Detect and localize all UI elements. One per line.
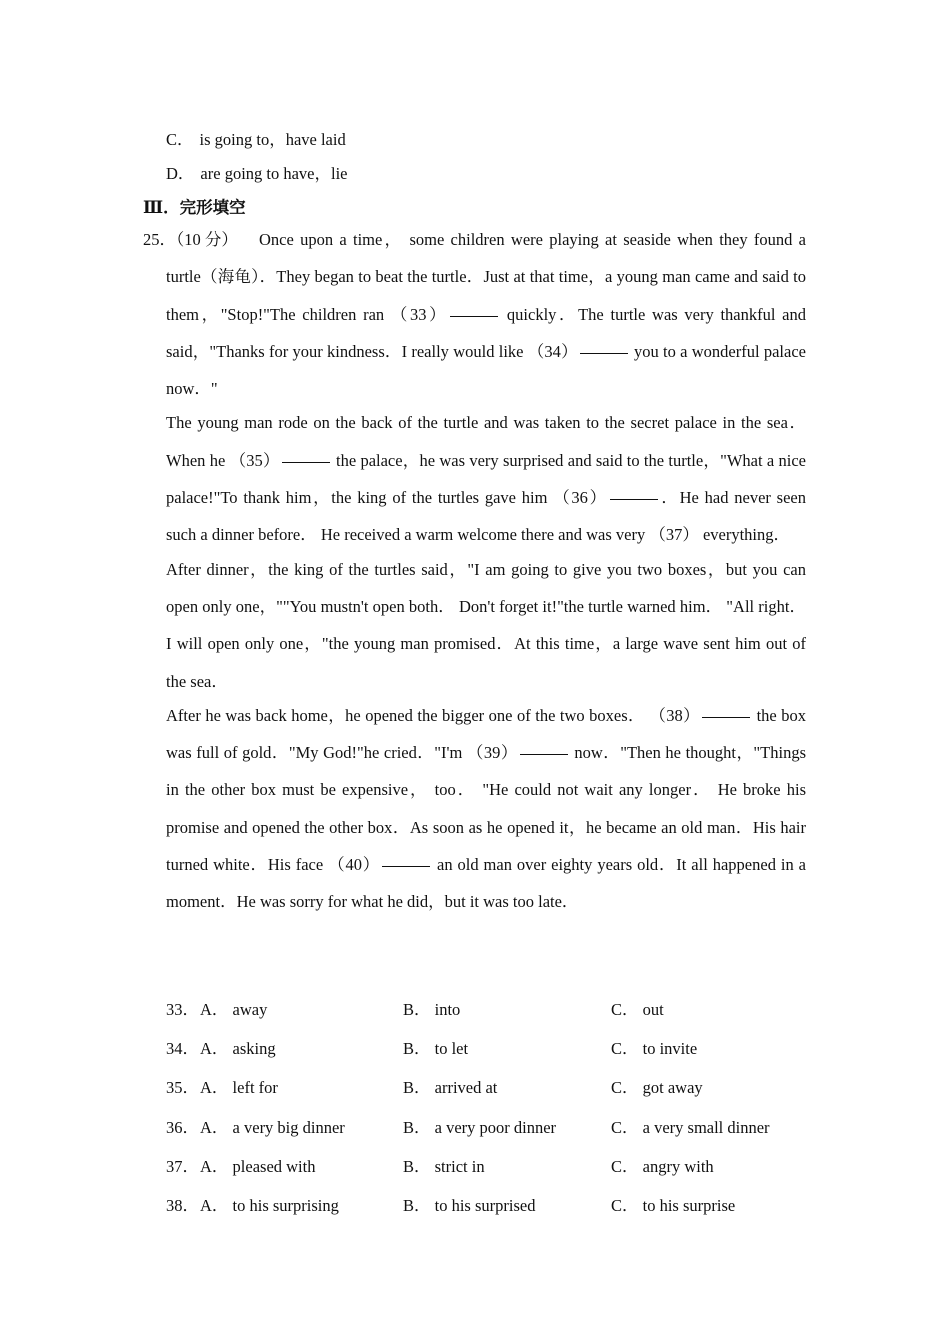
blank-33 — [450, 315, 498, 317]
option-text: is going to，have laid — [199, 130, 346, 149]
choice-a: A． asking — [200, 1039, 276, 1059]
section-title: Ⅲ．完形填空 — [143, 198, 246, 217]
choice-c: C． angry with — [611, 1156, 714, 1176]
option-letter: D． — [166, 164, 195, 183]
choice-b: B． arrived at — [403, 1078, 498, 1098]
choice-b: B． a very poor dinner — [403, 1117, 557, 1137]
item-number: 37． — [166, 1156, 199, 1176]
paragraph-2: The young man rode on the back of the turtle and was taken to the secret palace in the sea．When he （35） the palace，he was very surprised and said to the turtle，"What a nice palace!"To thank him，the king of the turtles gave him （36） ．He had never seen such a dinner before． He received a warm welcome there and was very （37） everything． — [166, 413, 806, 545]
choice-a: A． away — [200, 1000, 268, 1019]
choice-a: A． left for — [200, 1078, 278, 1098]
item-number: 36． — [166, 1117, 199, 1137]
blank-38 — [702, 716, 750, 718]
answer-row-37 — [166, 1153, 806, 1192]
answer-row-35 — [166, 1074, 806, 1113]
paragraph-1: Once upon a time， some children were playing at seaside when they found a turtle（海龟）．They began to beat the turtle．Just at that time，a young man came and said to them，"Stop!"The children ran （33） quickly．The turtle was very thankful and said，"Thanks for your kindness．I really would like （34） you to a wonderful palace now．" — [166, 230, 806, 399]
answer-row-34 — [166, 1035, 806, 1074]
blank-36 — [610, 498, 658, 500]
blank-35 — [282, 461, 330, 463]
item-number: 34． — [166, 1039, 199, 1059]
answer-row-33 — [166, 996, 806, 1035]
question-number: 25． — [143, 230, 176, 249]
answer-row-36 — [166, 1114, 806, 1153]
prev-option-d — [166, 160, 348, 184]
paragraph-4: After he was back home，he opened the bigger one of the two boxes． （38） the box was full of gold．"My God!"he cried．"I'm （39） now．"Then he thought，"Things in the other box must be expensive， too． "He could not wait any longer． He broke his promise and opened the other box．As soon as he opened it，he became an old man．His hair turned white．His face （40） an old man over eighty years old．It all happened in a moment．He was sorry for what he did，but it was too late． — [166, 705, 806, 912]
question-points: （10 分） — [176, 230, 238, 249]
paragraph-3: After dinner，the king of the turtles said，"I am going to give you two boxes，but you can open only one，""You mustn't open both． Don't forget it!"the turtle warned him． "All right．I will open only one，"the young man promised．At this time，a large wave sent him out of the sea． — [166, 559, 806, 691]
answer-options — [166, 996, 806, 1231]
blank-34 — [580, 352, 628, 354]
choice-a: A． a very big dinner — [200, 1117, 345, 1137]
answer-row-38 — [166, 1192, 806, 1231]
cloze-passage — [166, 221, 806, 921]
item-number: 38． — [166, 1195, 199, 1215]
choice-c: C． got away — [611, 1078, 703, 1098]
item-number: 33． — [166, 1000, 199, 1019]
choice-b: B． strict in — [403, 1156, 485, 1176]
choice-b: B． to let — [403, 1039, 469, 1059]
item-number: 35． — [166, 1078, 199, 1098]
choice-a: A． pleased with — [200, 1156, 316, 1176]
choice-c: C． to his surprise — [611, 1195, 736, 1215]
option-text: are going to have，lie — [200, 164, 348, 183]
choice-b: B． to his surprised — [403, 1195, 536, 1215]
blank-40 — [382, 865, 430, 867]
choice-c: C． out — [611, 1000, 664, 1019]
choice-c: C． to invite — [611, 1039, 698, 1059]
blank-39 — [520, 753, 568, 755]
choice-a: A． to his surprising — [200, 1195, 339, 1215]
option-letter: C． — [166, 130, 194, 149]
choice-c: C． a very small dinner — [611, 1117, 770, 1137]
prev-option-c — [166, 126, 346, 150]
choice-b: B． into — [403, 1000, 461, 1019]
